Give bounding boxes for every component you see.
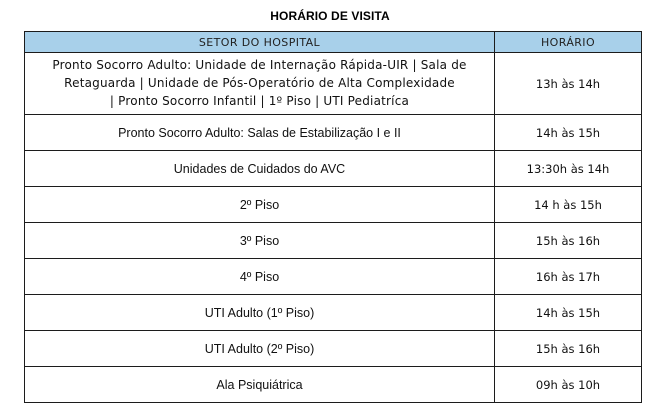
- setor-cell: 3º Piso: [25, 223, 495, 259]
- setor-cell: Ala Psiquiátrica: [25, 367, 495, 403]
- column-header-horario: HORÁRIO: [495, 32, 642, 53]
- horario-cell: 14 h às 15h: [495, 187, 642, 223]
- horario-cell: 13:30h às 14h: [495, 151, 642, 187]
- setor-cell: UTI Adulto (2º Piso): [25, 331, 495, 367]
- setor-cell: UTI Adulto (1º Piso): [25, 295, 495, 331]
- table-row: [25, 223, 642, 259]
- horario-cell: 15h às 16h: [495, 223, 642, 259]
- horario-cell: 13h às 14h: [495, 53, 642, 115]
- table-row: [25, 187, 642, 223]
- horario-cell: 14h às 15h: [495, 115, 642, 151]
- setor-cell: [25, 53, 495, 115]
- horario-cell: 16h às 17h: [495, 259, 642, 295]
- setor-line: Pronto Socorro Adulto: Unidade de Internação Rápida-UIR | Sala de: [52, 58, 467, 72]
- table-header-row: [25, 32, 642, 53]
- horario-cell: 09h às 10h: [495, 367, 642, 403]
- setor-line: | Pronto Socorro Infantil | 1º Piso | UTI Pediatríca: [109, 94, 410, 108]
- table-row: [25, 151, 642, 187]
- horario-cell: 14h às 15h: [495, 295, 642, 331]
- setor-cell: 4º Piso: [25, 259, 495, 295]
- visiting-hours-table: [24, 31, 642, 403]
- table-row: [25, 259, 642, 295]
- setor-cell: Unidades de Cuidados do AVC: [25, 151, 495, 187]
- page-title: HORÁRIO DE VISITA: [270, 9, 390, 23]
- table-row: [25, 115, 642, 151]
- setor-cell: 2º Piso: [25, 187, 495, 223]
- setor-line: Retaguarda | Unidade de Pós-Operatório de Alta Complexidade: [64, 76, 455, 90]
- horario-cell: 15h às 16h: [495, 331, 642, 367]
- table-row: [25, 331, 642, 367]
- table-row: [25, 53, 642, 115]
- table-row: [25, 295, 642, 331]
- setor-cell: Pronto Socorro Adulto: Salas de Estabilização I e II: [25, 115, 495, 151]
- table-row: [25, 367, 642, 403]
- column-header-setor: SETOR DO HOSPITAL: [25, 32, 495, 53]
